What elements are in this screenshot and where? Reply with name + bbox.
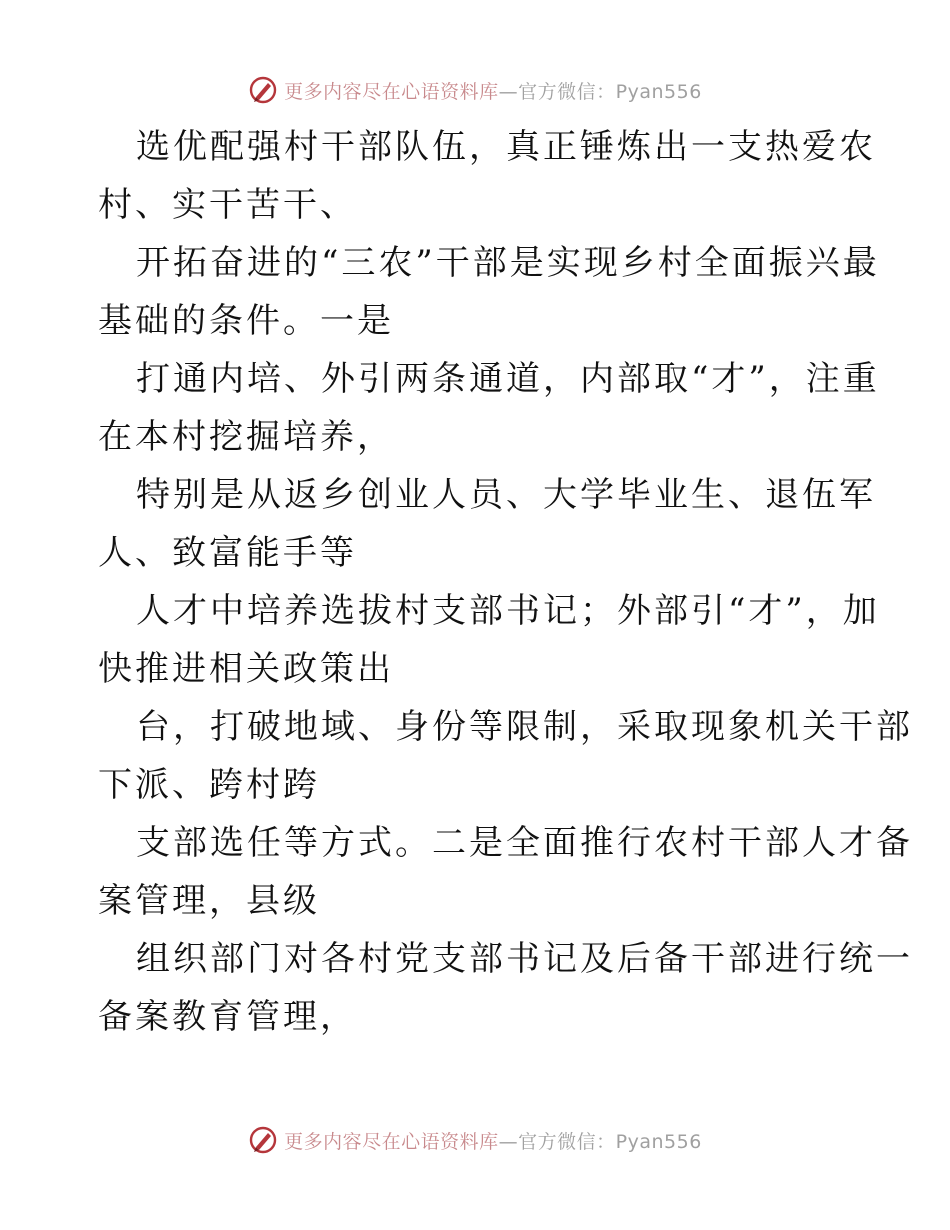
pen-logo-icon <box>248 1125 278 1155</box>
text-line: 选优配强村干部队伍，真正锤炼出一支热爱农 <box>136 127 876 167</box>
text-line: 特别是从返乡创业人员、大学毕业生、退伍军 <box>136 475 876 515</box>
text-line: 在本村挖掘培养， <box>98 417 394 457</box>
text-line: 开拓奋进的“三农”干部是实现乡村全面振兴最 <box>136 243 880 283</box>
text-line: 下派、跨村跨 <box>98 765 320 805</box>
footer-banner <box>0 1120 950 1160</box>
banner-text-separator: — <box>498 80 519 103</box>
text-line: 村、实干苦干、 <box>98 185 357 225</box>
text-line: 备案教育管理， <box>98 997 357 1037</box>
text-line: 人才中培养选拔村支部书记；外部引“才”，加 <box>136 591 880 631</box>
document-body <box>98 118 913 1046</box>
text-line: 组织部门对各村党支部书记及后备干部进行统一 <box>136 939 913 979</box>
pen-logo-icon <box>248 75 278 105</box>
banner-text-main: 更多内容尽在心语资料库 <box>284 1130 499 1153</box>
text-line: 快推进相关政策出 <box>98 649 394 689</box>
banner-text-separator: — <box>498 1130 519 1153</box>
text-line: 案管理，县级 <box>98 881 320 921</box>
text-line: 基础的条件。一是 <box>98 301 394 341</box>
text-line: 人、致富能手等 <box>98 533 357 573</box>
banner-text-wechat: 官方微信：Pyan556 <box>518 80 702 103</box>
banner-text-main: 更多内容尽在心语资料库 <box>284 80 499 103</box>
banner-text <box>284 1127 702 1154</box>
text-line: 打通内培、外引两条通道，内部取“才”，注重 <box>136 359 880 399</box>
banner-text-wechat: 官方微信：Pyan556 <box>518 1130 702 1153</box>
header-banner <box>0 70 950 110</box>
text-line: 台，打破地域、身份等限制，采取现象机关干部 <box>136 707 913 747</box>
text-line: 支部选任等方式。二是全面推行农村干部人才备 <box>136 823 913 863</box>
banner-text <box>284 77 702 104</box>
